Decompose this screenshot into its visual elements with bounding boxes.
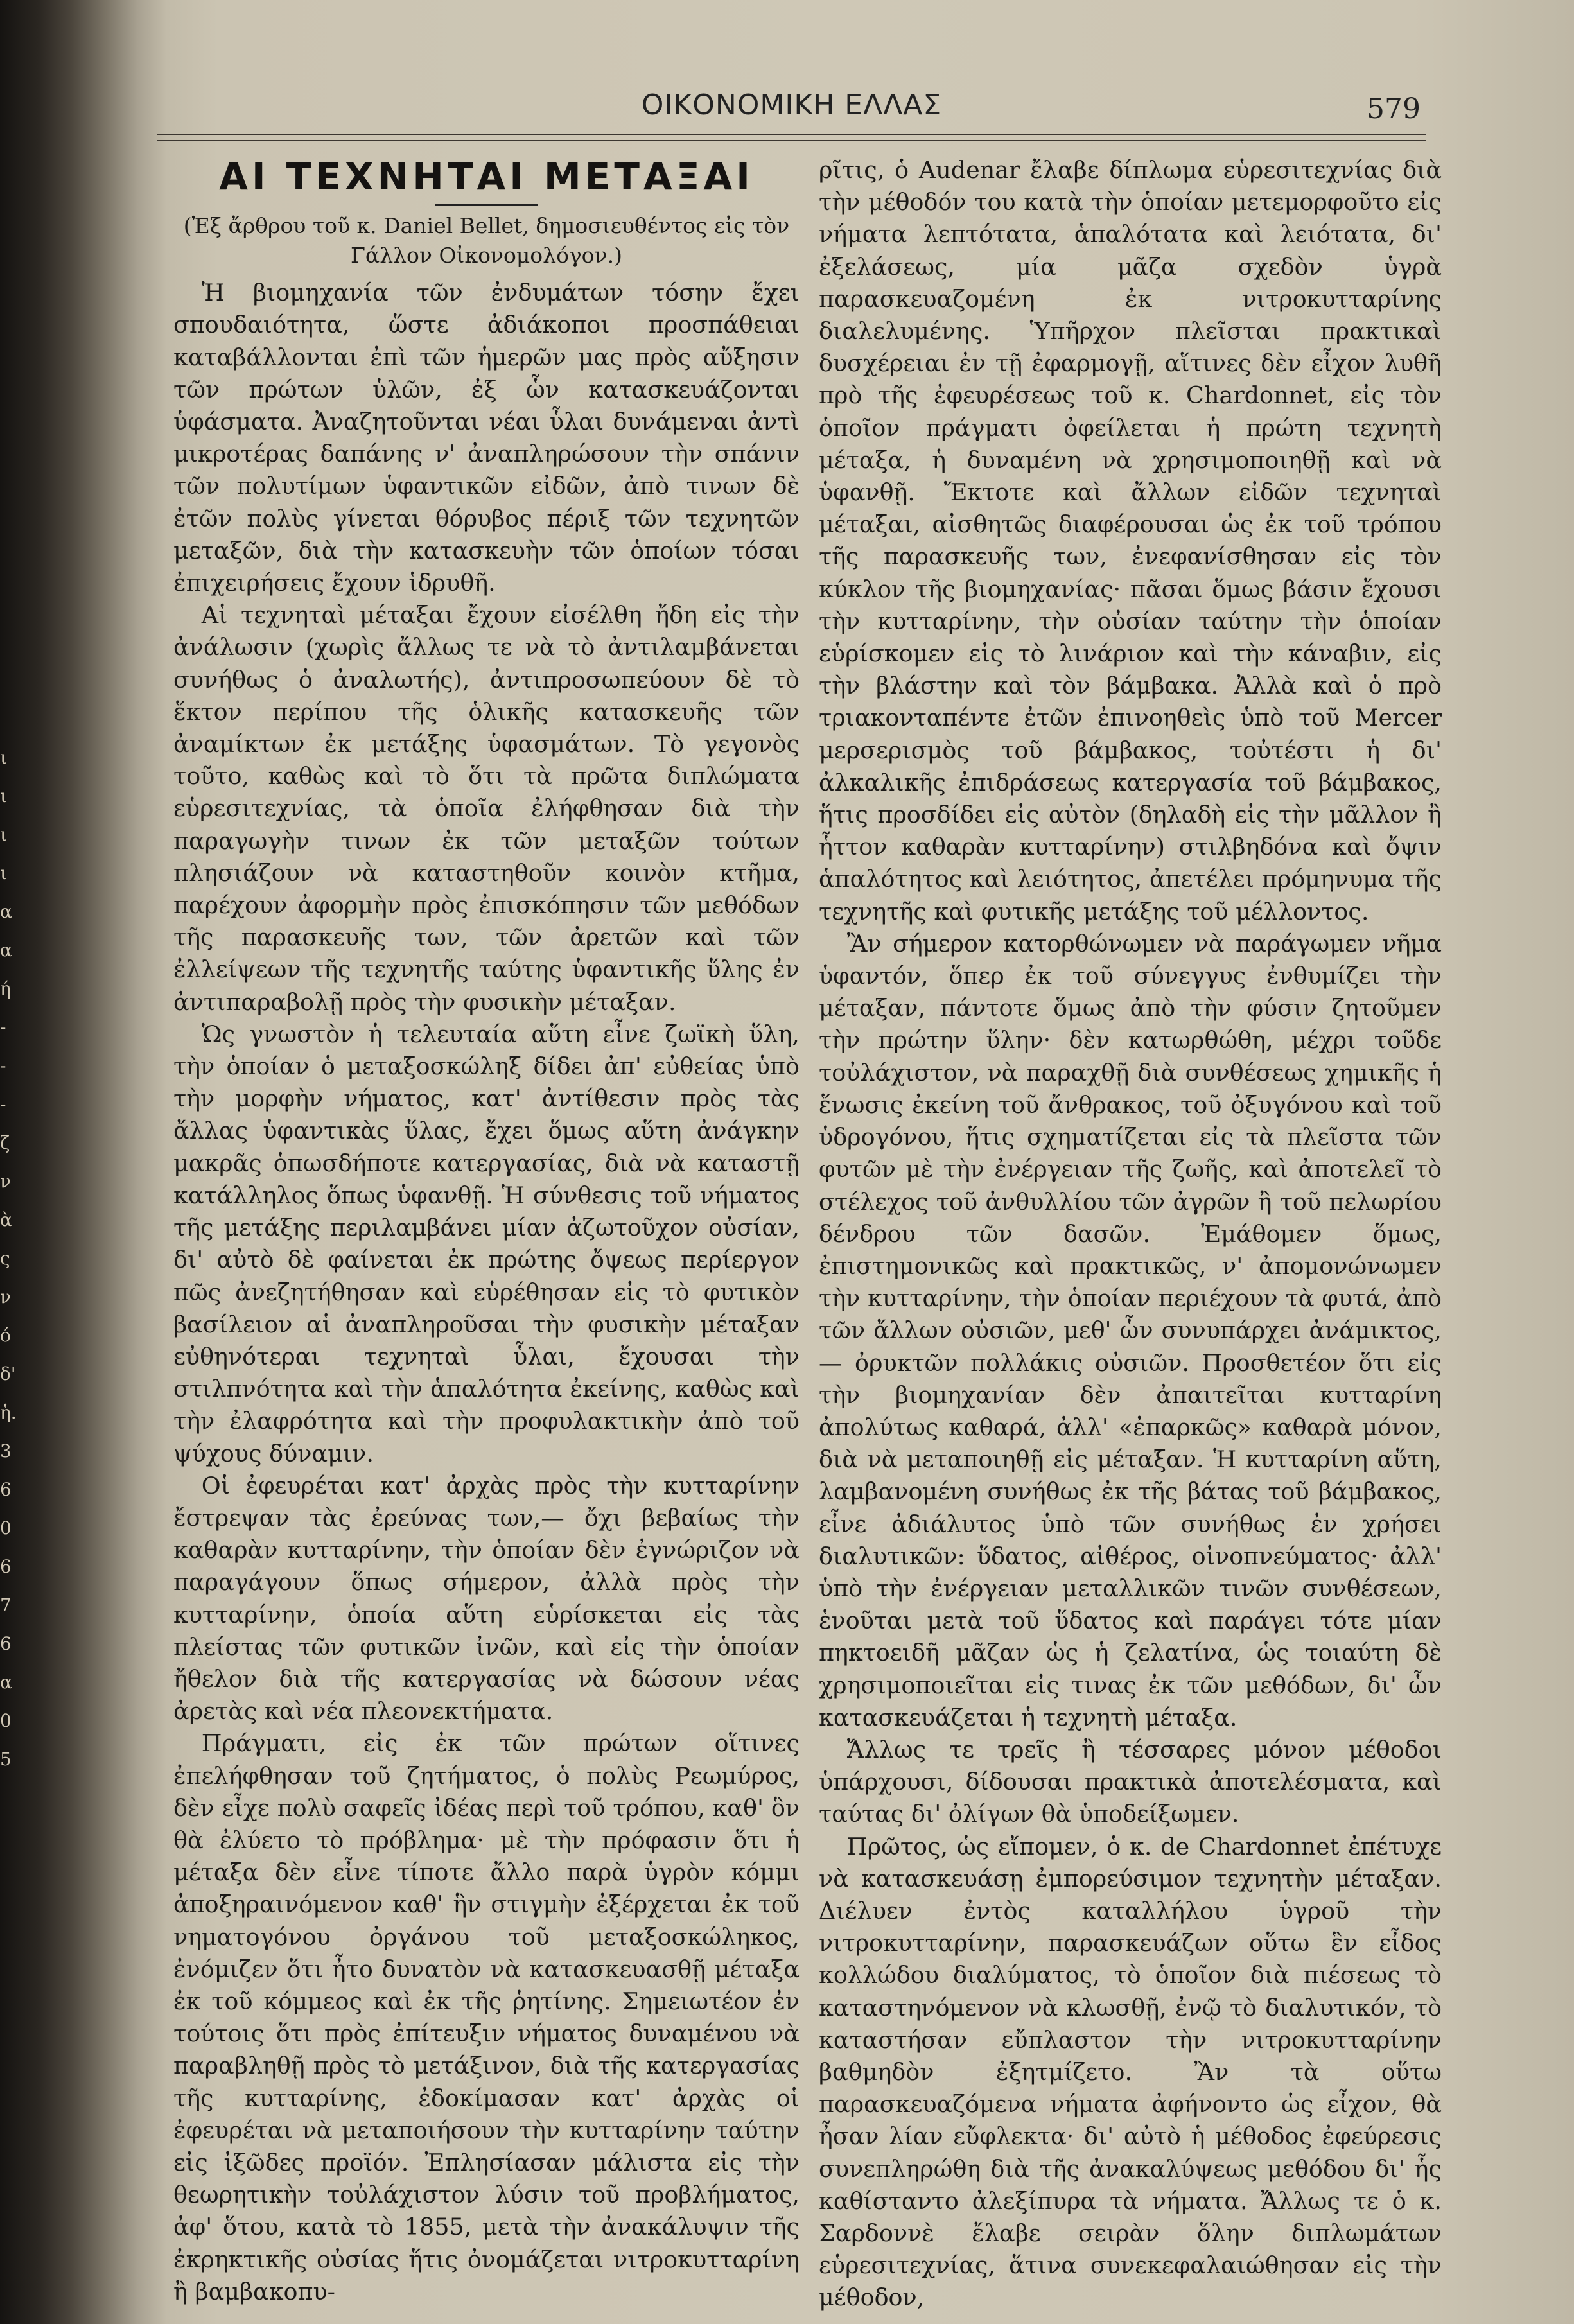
margin-fragment: - <box>0 1017 6 1038</box>
margin-fragment: ι <box>0 824 7 845</box>
adjacent-page-margin-fragments <box>0 738 22 1779</box>
paragraph: Ὡς γνωστὸν ἡ τελευταία αὕτη εἶνε ζωϊκὴ ὕλη, τὴν ὁποίαν ὁ μεταξοσκώληξ δίδει ἀπ' εὐθείας ὑπὸ τὴν μορφὴν νήματος, κατ' ἀντίθεσιν πρὸς τὰς ἄλλας ὑφαντικὰς ὕλας, ἔχει ὅμως αὕτη ἀνάγκην μακρᾶς ὁπωσδήποτε κατεργασίας, διὰ νὰ καταστῇ κατάλληλος ὅπως ὑφανθῇ. Ἡ σύνθεσις τοῦ νήματος τῆς μετάξης περιλαμβάνει μίαν ἀζωτοῦχον οὐσίαν, δι' αὐτὸ δὲ φαίνεται ἐκ πρώτης ὄψεως περίεργον πῶς ἀνεζητήθησαν καὶ εὑρέθησαν εἰς τὸ φυτικὸν βασίλειον αἱ ἀναπληροῦσαι τὴν φυσικὴν μέταξαν εὐθηνότεραι τεχνηταὶ ὗλαι, ἔχουσαι τὴν στιλπνότητα καὶ τὴν ἁπαλότητα ἐκείνης, καθὼς καὶ τὴν ἐλαφρότητα καὶ τὴν προφυλακτικὴν ἀπὸ τοῦ ψύχους δύναμιν. <box>173 1020 800 1467</box>
paragraph: Πρῶτος, ὡς εἴπομεν, ὁ κ. de Chardonnet ἐπέτυχε νὰ κατασκευάσῃ ἐμπορεύσιμον τεχνητὴν μέταξαν. Διέλυεν ἐντὸς καταλλήλου ὑγροῦ τὴν νιτροκυτταρίνην, παρασκευάζων οὕτω ἓν εἶδος κολλώδου διαλύματος, τὸ ὁποῖον διὰ πιέσεως τὸ καταστηνόμενον νὰ κλωσθῇ, ἐνῷ τὸ διαλυτικόν, τὸ καταστήσαν εὔπλαστον τὴν νιτροκυτταρίνην βαθμηδὸν ἐξητμίζετο. Ἂν τὰ οὕτω παρασκευαζόμενα νήματα ἀφήνοντο ὡς εἶχον, θὰ ἦσαν λίαν εὔφλεκτα· δι' αὐτὸ ἡ μέθοδος ἐφεύρεσις συνεπληρώθη διὰ τῆς ἀνακαλύψεως μεθόδου δι' ἧς καθίσταντο ἀλεξίπυρα τὰ νήματα. Ἄλλως τε ὁ κ. Σαρδοννὲ ἔλαβε σειρὰν ὅλην διπλωμάτων εὑρεσιτεχνίας, ἅτινα συνεκεφαλαιώθησαν εἰς τὴν μέθοδον, <box>819 1832 1442 2312</box>
margin-fragment: α <box>0 1672 12 1693</box>
margin-fragment: 6 <box>0 1556 12 1577</box>
margin-fragment: 7 <box>0 1594 12 1616</box>
paragraph: Ἡ βιομηχανία τῶν ἐνδυμάτων τόσην ἔχει σπουδαιότητα, ὥστε ἀδιάκοποι προσπάθειαι καταβάλλονται ἐπὶ τῶν ἡμερῶν μας πρὸς αὔξησιν τῶν πρώτων ὑλῶν, ἐξ ὧν κατασκευάζονται ὑφάσματα. Ἀναζητοῦνται νέαι ὗλαι δυνάμεναι ἀντὶ μικροτέρας δαπάνης ν' ἀναπληρώσουν τὴν σπάνιν τῶν πολυτίμων ὑφαντικῶν εἰδῶν, ἀπὸ τινων δὲ ἐτῶν πολὺς γίνεται θόρυβος πέριξ τῶν τεχνητῶν μεταξῶν, διὰ τὴν κατασκευὴν τῶν ὁποίων τόσαι ἐπιχειρήσεις ἔχουν ἱδρυθῆ. <box>173 279 800 597</box>
margin-fragment: 6 <box>0 1479 12 1500</box>
paragraph: Αἱ τεχνηταὶ μέταξαι ἔχουν εἰσέλθη ἤδη εἰς τὴν ἀνάλωσιν (χωρὶς ἄλλως τε νὰ τὸ ἀντιλαμβάνεται συνήθως ὁ ἀναλωτής), ἀντιπροσωπεύουν δὲ τὸ ἕκτον περίπου τῆς ὁλικῆς κατασκευῆς τῶν ἀναμίκτων ἐκ μετάξης ὑφασμάτων. Τὸ γεγονὸς τοῦτο, καθὼς καὶ τὸ ὅτι τὰ πρῶτα διπλώματα εὑρεσιτεχνίας, τὰ ὁποῖα ἐλήφθησαν διὰ τὴν παραγωγὴν τινων ἐκ τῶν μεταξῶν τούτων πλησιάζουν νὰ καταστηθοῦν κοινὸν κτῆμα, παρέχουν ἀφορμὴν πρὸς ἐπισκόπησιν τῶν μεθόδων τῆς παρασκευῆς των, τῶν ἀρετῶν καὶ τῶν ἐλλείψεων τῆς τεχνητῆς ταύτης ὑφαντικῆς ὕλης ἐν ἀντιπαραβολῇ πρὸς τὴν φυσικὴν μέταξαν. <box>173 601 800 1016</box>
header-rule <box>157 134 1426 135</box>
margin-fragment: δ' <box>0 1363 16 1385</box>
header-rule-thin <box>157 140 1426 141</box>
left-column <box>173 154 800 2308</box>
margin-fragment: ή <box>0 978 11 999</box>
margin-fragment: - <box>0 1094 6 1115</box>
paragraph: Οἱ ἐφευρέται κατ' ἀρχὰς πρὸς τὴν κυτταρίνην ἔστρεψαν τὰς ἐρεύνας των,— ὄχι βεβαίως τὴν καθαρὰν κυτταρίνην, τὴν ὁποίαν δὲν ἐγνώριζον νὰ παραγάγουν ὅπως σήμερον, ἀλλὰ πρὸς τὴν κυτταρίνην, ὁποία αὕτη εὑρίσκεται εἰς τὰς πλείστας τῶν φυτικῶν ἰνῶν, καὶ εἰς τὴν ὁποίαν ἤθελον διὰ τῆς κατεργασίας νὰ δώσουν νέας ἀρετὰς καὶ νέα πλεονεκτήματα. <box>173 1471 800 1726</box>
paragraph-continued: ρῖτις, ὁ Audenar ἔλαβε δίπλωμα εὑρεσιτεχνίας διὰ τὴν μέθοδόν του κατὰ τὴν ὁποίαν μετεμορφοῦτο εἰς νήματα λεπτότατα, ἁπαλότατα καὶ λειότατα, δι' ἐξελάσεως, μία μᾶζα σχεδὸν ὑγρὰ παρασκευαζομένη ἐκ νιτροκυτταρίνης διαλελυμένης. Ὑπῆρχον πλεῖσται πρακτικαὶ δυσχέρειαι ἐν τῇ ἐφαρμογῇ, αἵτινες δὲν εἶχον λυθῆ πρὸ τῆς ἐφευρέσεως τοῦ κ. Chardonnet, εἰς τὸν ὁποῖον πράγματι ὀφείλεται ἡ πρώτη τεχνητὴ μέταξα, ἡ δυναμένη νὰ χρησιμοποιηθῇ καὶ νὰ ὑφανθῇ. Ἔκτοτε καὶ ἄλλων εἰδῶν τεχνηταὶ μέταξαι, αἰσθητῶς διαφέρουσαι ὡς ἐκ τοῦ τρόπου τῆς παρασκευῆς των, ἐνεφανίσθησαν εἰς τὸν κύκλον τῆς βιομηχανίας· πᾶσαι ὅμως βάσιν ἔχουσι τὴν κυτταρίνην, τὴν οὐσίαν ταύτην τὴν ὁποίαν εὑρίσκομεν εἰς τὸ λινάριον καὶ τὴν κάναβιν, εἰς τὴν βλάστην καὶ τὸν βάμβακα. Ἀλλὰ καὶ ὁ πρὸ τριακονταπέντε ἐτῶν ἐπινοηθεὶς ὑπὸ τοῦ Mercer μερσερισμὸς τοῦ βάμβακος, τοὐτέστι ἡ δι' ἀλκαλικῆς ἐπιδράσεως κατεργασία τοῦ βάμβακος, ἥτις προσδίδει εἰς αὐτὸν (δηλαδὴ εἰς τὴν μᾶλλον ἢ ἧττον καθαρὰν κυτταρίνην) στιλβηδόνα καὶ ὄψιν ἁπαλότητος καὶ λειότητος, ἀπετέλει πρόμηνυμα τῆς τεχνητῆς καὶ φυτικῆς μετάξης τοῦ μέλλοντος. <box>819 156 1442 925</box>
paragraph: Ἂν σήμερον κατορθώνωμεν νὰ παράγωμεν νῆμα ὑφαντόν, ὅπερ ἐκ τοῦ σύνεγγυς ἐνθυμίζει τὴν μέταξαν, πάντοτε ὅμως ἀπὸ τὴν φύσιν ζητοῦμεν τὴν πρώτην ὕλην· δὲν κατωρθώθη, μέχρι τοῦδε τοὐλάχιστον, νὰ παραχθῇ διὰ συνθέσεως χημικῆς ἡ ἕνωσις ἐκείνη τοῦ ἄνθρακος, τοῦ ὀξυγόνου καὶ τοῦ ὑδρογόνου, ἥτις σχηματίζεται εἰς τὰ πλεῖστα τῶν φυτῶν μὲ τὴν ἐνέργειαν τῆς ζωῆς, καὶ ἀποτελεῖ τὸ στέλεχος τοῦ ἀνθυλλίου τῶν ἀγρῶν ἢ τοῦ πελωρίου δένδρου τῶν δασῶν. Ἐμάθομεν ὅμως, ἐπιστημονικῶς καὶ πρακτικῶς, ν' ἀπομονώνωμεν τὴν κυτταρίνην, τὴν ὁποίαν περιέχουν τὰ φυτά, ἀπὸ τῶν ἄλλων οὐσιῶν, μεθ' ὧν συνυπάρχει ἀνάμικτος,— ὀρυκτῶν πολλάκις οὐσιῶν. Προσθετέον ὅτι εἰς τὴν βιομηχανίαν δὲν ἀπαιτεῖται κυτταρίνη ἀπολύτως καθαρά, ἀλλ' «ἐπαρκῶς» καθαρὰ μόνον, διὰ νὰ μεταποιηθῇ εἰς μέταξαν. Ἡ κυτταρίνη αὕτη, λαμβανομένη συνήθως ἐκ τῆς βάτας τοῦ βάμβακος, εἶνε ἀδιάλυτος ὑπὸ τῶν συνήθως ἐν χρήσει διαλυτικῶν: ὕδατος, αἰθέρος, οἰνοπνεύματος· ἀλλ' ὑπὸ τὴν ἐνέργειαν μεταλλικῶν τινῶν συνθέσεων, ἑνοῦται μετὰ τοῦ ὕδατος καὶ παράγει τότε μίαν πηκτοειδῆ μᾶζαν ὡς ἡ ζελατίνα, ὡς τοιαύτη δὲ χρησιμοποιεῖται εἰς τινας ἐκ τῶν μεθόδων, δι' ὧν κατασκευάζεται ἡ τεχνητὴ μέταξα. <box>819 929 1442 1731</box>
margin-fragment: 3 <box>0 1440 12 1462</box>
margin-fragment: ι <box>0 747 7 768</box>
margin-fragment: ι <box>0 862 7 884</box>
margin-fragment: ό <box>0 1325 11 1346</box>
article-title: ΑΙ ΤΕΧΝΗΤΑΙ ΜΕΤΑΞΑΙ <box>219 155 754 198</box>
margin-fragment: 5 <box>0 1749 12 1770</box>
title-rule <box>435 204 538 206</box>
margin-fragment: ὰ <box>0 1209 12 1230</box>
margin-fragment: 0 <box>0 1517 12 1539</box>
margin-fragment: ς <box>0 1248 10 1269</box>
margin-fragment: 6 <box>0 1633 12 1654</box>
margin-fragment: α <box>0 901 12 922</box>
margin-fragment: ν <box>0 1286 12 1307</box>
paragraph: Ἄλλως τε τρεῖς ἢ τέσσαρες μόνον μέθοδοι ὑπάρχουσι, δίδουσαι πρακτικὰ ἀποτελέσματα, καὶ ταύτας δι' ὀλίγων θὰ ὑποδείξωμεν. <box>819 1735 1442 1828</box>
margin-fragment: ν <box>0 1171 12 1192</box>
running-head: ΟΙΚΟΝΟΜΙΚΗ ΕΛΛΑΣ <box>641 89 942 121</box>
paragraph: Πράγματι, εἰς ἐκ τῶν πρώτων οἵτινες ἐπελήφθησαν τοῦ ζητήματος, ὁ πολὺς Ρεωμύρος, δὲν εἶχε πολὺ σαφεῖς ἰδέας περὶ τοῦ τρόπου, καθ' ὃν θὰ ἐλύετο τὸ πρόβλημα· μὲ τὴν πρόφασιν ὅτι ἡ μέταξα δὲν εἶνε τίποτε ἄλλο παρὰ ὑγρὸν κόμμι ἀποξηραινόμενον καθ' ἣν στιγμὴν ἐξέρχεται ἐκ τοῦ νηματογόνου ὀργάνου τοῦ μεταξοσκώληκος, ἐνόμιζεν ὅτι ἦτο δυνατὸν νὰ κατασκευασθῇ μέταξα ἐκ τοῦ κόμμεος καὶ ἐκ τῆς ῥητίνης. Σημειωτέον ἐν τούτοις ὅτι πρὸς ἐπίτευξιν νήματος δυναμένου νὰ παραβληθῇ πρὸς τὸ μετάξινον, διὰ τῆς κατεργασίας τῆς κυτταρίνης, ἐδοκίμασαν κατ' ἀρχὰς οἱ ἐφευρέται νὰ μεταποιήσουν τὴν κυτταρίνην ταύτην εἰς ἰξῶδες προϊόν. Ἐπλησίασαν μάλιστα εἰς τὴν θεωρητικὴν τοὐλάχιστον λύσιν τοῦ προβλήματος, ἀφ' ὅτου, κατὰ τὸ 1855, μετὰ τὴν ἀνακάλυψιν τῆς ἐκρηκτικῆς οὐσίας ἥτις ὀνομάζεται νιτροκυτταρίνη ἢ βαμβακοπυ- <box>173 1729 800 2305</box>
margin-fragment: α <box>0 939 12 961</box>
right-column <box>819 154 1442 2314</box>
margin-fragment: ζ <box>0 1132 10 1153</box>
article-byline: (Ἐξ ἄρθρου τοῦ κ. Daniel Bellet, δημοσιευθέντος εἰς τὸν Γάλλον Οἰκονομολόγον.) <box>183 213 790 268</box>
margin-fragment: ι <box>0 785 7 807</box>
page-number: 579 <box>1367 92 1421 125</box>
margin-fragment: 0 <box>0 1710 12 1731</box>
page-header <box>157 77 1426 141</box>
margin-fragment: - <box>0 1055 6 1076</box>
margin-fragment: ἡ. <box>0 1402 17 1423</box>
